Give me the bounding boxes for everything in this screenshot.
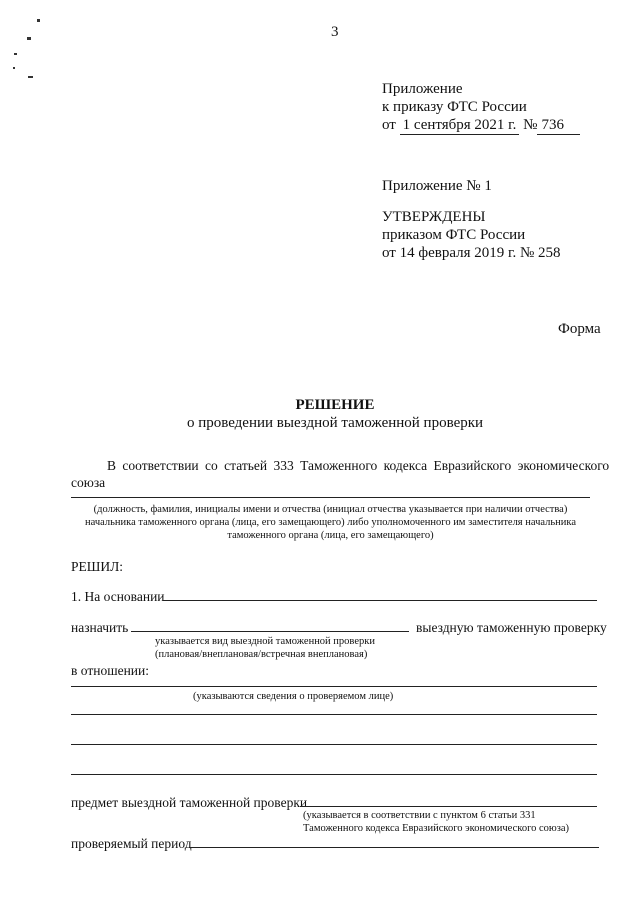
regarding-extra-line-2 — [71, 744, 597, 745]
period-label: проверяемый период — [71, 836, 192, 851]
assign-hint2: (плановая/внеплановая/встречная внеплановая) — [155, 649, 368, 660]
subject-hint1: (указывается в соответствии с пунктом 6 статьи 331 — [303, 810, 536, 821]
item1-label: 1. На основании — [71, 589, 165, 604]
scan-mark — [27, 37, 31, 40]
scan-mark — [28, 76, 33, 78]
regarding-label: в отношении: — [71, 663, 150, 678]
scan-mark — [13, 67, 15, 69]
page-number: 3 — [331, 24, 339, 40]
official-hint-line1: (должность, фамилия, инициалы имени и отчества (инициал отчества указывается при наличии отчества) — [93, 504, 568, 515]
regarding-extra-line-3 — [71, 774, 597, 775]
appendix-number-label: № — [523, 117, 538, 133]
appendix1-title: Приложение № 1 — [382, 178, 492, 194]
approved-order-date: от 14 февраля 2019 г. № 258 — [382, 245, 561, 261]
approved-order-line: приказом ФТС России — [382, 227, 526, 243]
appendix-date-line — [382, 117, 580, 135]
official-hint-line3: таможенного органа (лица, его замещающего) — [227, 530, 434, 541]
assign-label: назначить — [71, 620, 129, 635]
decision-title: РЕШЕНИЕ — [295, 397, 375, 413]
subject-hint2: Таможенного кодекса Евразийского экономического союза) — [303, 823, 570, 834]
assign-suffix: выездную таможенную проверку — [416, 620, 607, 635]
appendix-number-value: 736 — [537, 117, 580, 135]
official-hint-line2: начальника таможенного органа (лица, его замещающего) либо уполномоченного им заместителя начальника — [84, 517, 577, 528]
approved-label: УТВЕРЖДЕНЫ — [382, 209, 486, 225]
subject-fill-line — [300, 806, 597, 807]
regarding-hint: (указываются сведения о проверяемом лице) — [193, 691, 394, 702]
appendix-date-value: 1 сентября 2021 г. — [400, 117, 520, 135]
official-fill-line — [71, 497, 590, 498]
scan-mark — [14, 53, 17, 55]
basis-fill-line — [163, 600, 597, 601]
assign-fill-line — [131, 631, 409, 632]
decision-subtitle: о проведении выездной таможенной проверки — [186, 415, 484, 431]
scan-mark — [37, 19, 40, 22]
intro-line2: союза — [71, 475, 106, 490]
subject-label: предмет выездной таможенной проверки — [71, 795, 308, 810]
form-label: Форма — [558, 321, 601, 337]
period-fill-line — [189, 847, 599, 848]
regarding-fill-line — [71, 686, 597, 687]
decided-label: РЕШИЛ: — [71, 559, 124, 574]
appendix-line2: к приказу ФТС России — [382, 99, 527, 115]
regarding-extra-line-1 — [71, 714, 597, 715]
appendix-line1: Приложение — [382, 81, 463, 97]
assign-hint1: указывается вид выездной таможенной проверки — [155, 636, 375, 647]
appendix-date-prefix: от — [382, 117, 396, 133]
intro-line1: В соответствии со статьей 333 Таможенного кодекса Евразийского экономического — [107, 458, 610, 473]
